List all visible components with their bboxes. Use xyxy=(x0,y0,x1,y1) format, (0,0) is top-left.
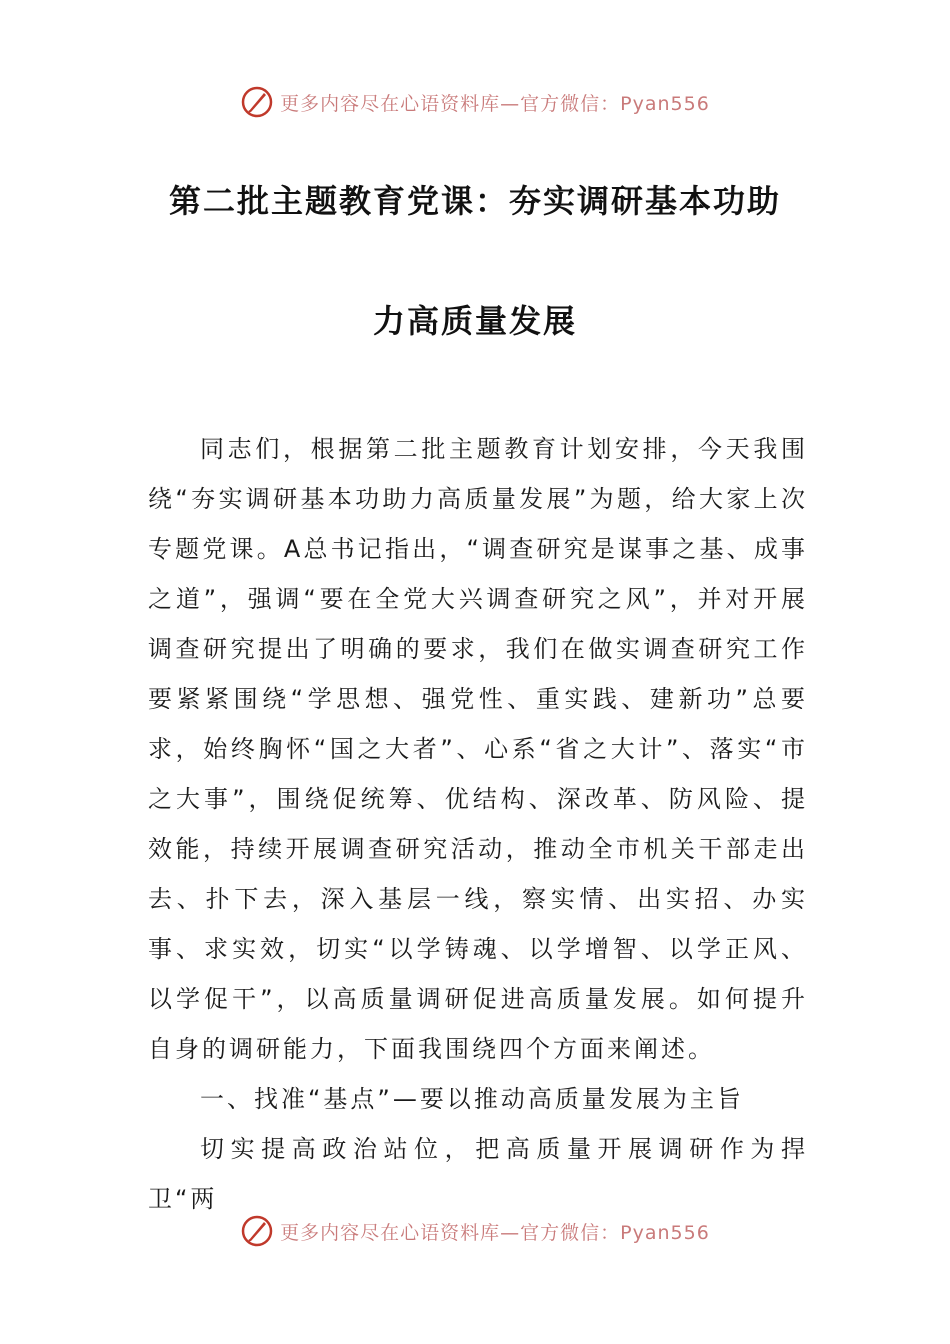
watermark-banner-bottom xyxy=(0,1211,950,1251)
document-title-line-2: 力高质量发展 xyxy=(372,302,577,340)
quill-pen-logo-icon xyxy=(240,1214,274,1248)
watermark-banner-top xyxy=(0,82,950,122)
watermark-text: 更多内容尽在心语资料库—官方微信：Pyan556 xyxy=(280,1221,710,1244)
watermark-text: 更多内容尽在心语资料库—官方微信：Pyan556 xyxy=(280,92,710,115)
body-paragraph-intro: 同志们，根据第二批主题教育计划安排，今天我围绕“夯实调研基本功助力高质量发展”为题，给大家上次专题党课。A总书记指出，“调查研究是谋事之基、成事之道”，强调“要在全党大兴调查研究之风”，并对开展调查研究提出了明确的要求，我们在做实调查研究工作要紧紧围绕“学思想、强党性、重实践、建新功”总要求，始终胸怀“国之大者”、心系“省之大计”、落实“市之大事”，围绕促统筹、优结构、深改革、防风险、提效能，持续开展调查研究活动，推动全市机关干部走出去、扑下去，深入基层一线，察实情、出实招、办实事、求实效，切实“以学铸魂、以学增智、以学正风、以学促干”，以高质量调研促进高质量发展。如何提升自身的调研能力，下面我围绕四个方面来阐述。 xyxy=(148,435,808,1063)
section-heading-1: 一、找准“基点”—要以推动高质量发展为主旨 xyxy=(200,1085,744,1113)
quill-pen-logo-icon xyxy=(240,85,274,119)
body-paragraph-section-1: 切实提高政治站位，把高质量开展调研作为捍卫“两 xyxy=(148,1135,808,1213)
document-body xyxy=(148,424,808,1224)
document-title-line-1: 第二批主题教育党课：夯实调研基本功助 xyxy=(168,182,781,220)
